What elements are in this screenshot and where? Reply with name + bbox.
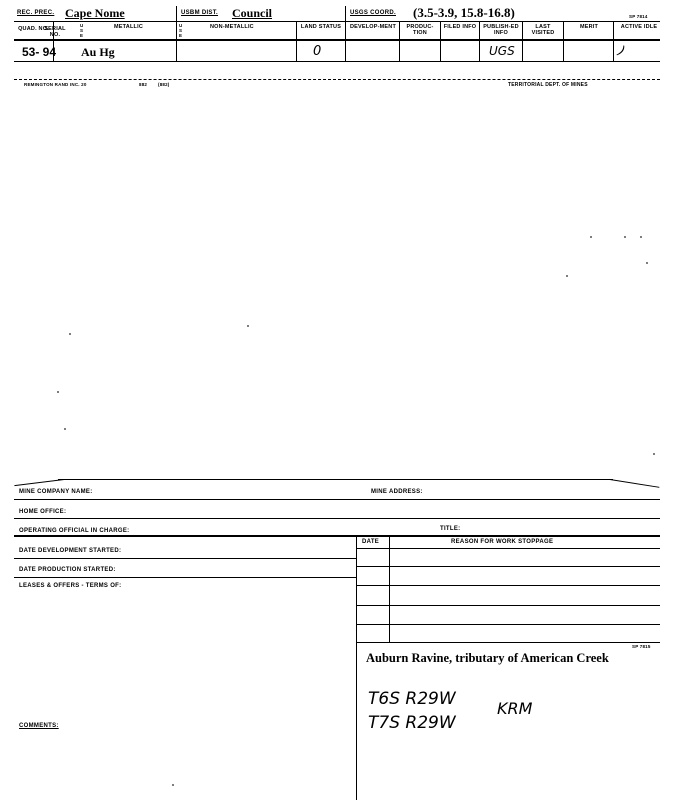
- col-quad-no: QUAD. NO.: [18, 26, 49, 32]
- comments-label: COMMENTS:: [19, 723, 59, 729]
- col-metallic: METALLIC: [114, 24, 143, 30]
- col-filed-info: FILED INFO: [443, 24, 477, 30]
- mine-company-name-label: MINE COMPANY NAME:: [19, 489, 93, 495]
- usgs-coord-label: USGS COORD.: [350, 10, 396, 16]
- card-edge: [58, 479, 613, 480]
- record-quad-serial: 53- 94: [22, 45, 57, 59]
- scan-speck: [566, 275, 568, 277]
- divider: [389, 535, 390, 643]
- mine-address-label: MINE ADDRESS:: [371, 489, 423, 495]
- usbm-dist-value: Council: [232, 6, 273, 20]
- divider: [563, 21, 564, 61]
- rule: [14, 558, 356, 559]
- col-non-metallic: NON-METALLIC: [210, 24, 254, 30]
- handwritten-township-2: T7S R29W: [368, 713, 456, 733]
- scan-speck: [247, 325, 249, 327]
- operating-official-label: OPERATING OFFICIAL IN CHARGE:: [19, 528, 130, 534]
- rec-prec-label: REC. PREC.: [17, 10, 55, 16]
- date-development-label: DATE DEVELOPMENT STARTED:: [19, 548, 122, 554]
- col-active-idle: ACTIVE IDLE: [620, 24, 658, 30]
- divider: [522, 21, 523, 61]
- col-production: PRODUC-TION: [406, 24, 434, 36]
- scan-speck: [57, 391, 59, 393]
- rule: [356, 585, 660, 586]
- scan-speck: [646, 262, 648, 264]
- scan-speck: [69, 333, 71, 335]
- col-use-metallic: U S E: [80, 23, 84, 38]
- col-last-visited: LAST VISITED: [531, 24, 555, 36]
- reason-column-header: REASON FOR WORK STOPPAGE: [451, 539, 554, 545]
- col-land-status: LAND STATUS: [300, 24, 342, 30]
- record-active-idle: ): [616, 43, 628, 60]
- divider: [356, 535, 357, 800]
- form-number: SP 7814: [629, 14, 648, 19]
- divider: [399, 21, 400, 61]
- rule: [14, 518, 660, 519]
- rule: [14, 535, 660, 537]
- perforation-line: [14, 79, 660, 80]
- rule: [14, 499, 660, 500]
- scan-speck: [64, 428, 66, 430]
- col-serial-no: SERIAL NO.: [44, 26, 66, 38]
- rule: [356, 548, 660, 549]
- handwritten-meridian: KRM: [497, 699, 533, 718]
- rule: [356, 605, 660, 606]
- home-office-label: HOME OFFICE:: [19, 509, 67, 515]
- typed-location-note: Auburn Ravine, tributary of American Creek: [366, 651, 609, 665]
- handwritten-township-1: T6S R29W: [368, 689, 456, 709]
- divider: [440, 21, 441, 61]
- col-use-nonmetallic: U S E: [179, 23, 183, 38]
- record-metallic: Au Hg: [81, 45, 115, 59]
- agency-name: TERRITORIAL DEPT. OF MINES: [508, 82, 588, 88]
- date-column-header: DATE: [362, 539, 380, 545]
- leases-offers-label: LEASES & OFFERS - TERMS OF:: [19, 583, 122, 589]
- printer-code-1: 882: [139, 82, 148, 87]
- divider: [296, 21, 297, 61]
- title-label: TITLE:: [440, 526, 461, 532]
- scan-speck: [624, 236, 626, 238]
- rule: [356, 642, 660, 643]
- rule: [14, 577, 356, 578]
- date-production-label: DATE PRODUCTION STARTED:: [19, 567, 116, 573]
- divider: [479, 21, 480, 61]
- printer-imprint: REMINGTON RAND INC. 20: [24, 82, 87, 87]
- card-edge-curl: [608, 479, 659, 498]
- divider: [345, 6, 346, 62]
- record-land-status: 0: [313, 44, 322, 59]
- record-published-info: UGS: [489, 44, 515, 58]
- rule: [356, 566, 660, 567]
- rec-prec-value: Cape Nome: [65, 6, 125, 20]
- scan-speck: [640, 236, 642, 238]
- col-published-info: PUBLISH-ED INFO: [483, 24, 519, 36]
- col-merit: MERIT: [579, 24, 599, 30]
- scan-speck: [653, 453, 655, 455]
- usbm-dist-label: USBM DIST.: [181, 10, 219, 16]
- scan-speck: [590, 236, 592, 238]
- usgs-coord-value: (3.5-3.9, 15.8-16.8): [413, 5, 515, 20]
- rule: [356, 624, 660, 625]
- divider: [176, 6, 177, 62]
- rule: [14, 61, 660, 62]
- divider: [613, 21, 614, 61]
- form-number-2: SP 7815: [632, 644, 651, 649]
- scan-speck: [172, 784, 174, 786]
- col-development: DEVELOP-MENT: [349, 24, 397, 30]
- printer-code-2: (882): [158, 82, 170, 87]
